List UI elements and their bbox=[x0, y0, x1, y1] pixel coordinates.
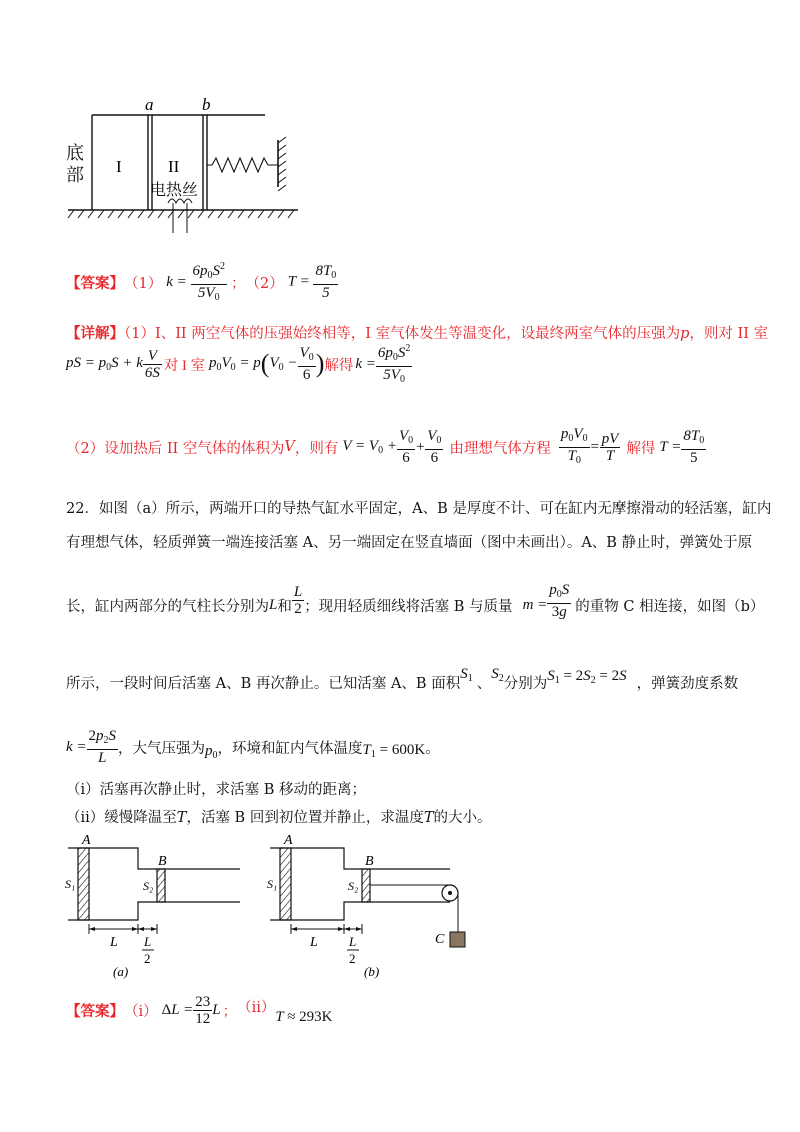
problem22-line3: 长，缸内两部分的气柱长分别为 L 和 $\frac{L}{2}$ ；现用轻质细线将活塞 B 与质量 m = $\frac{p_0S}{3g}$ 的重物 C 相连接，如图（b） bbox=[66, 582, 765, 620]
detail1-text2b: ，则有 bbox=[294, 440, 339, 457]
problem22-line3b: 和 bbox=[277, 598, 292, 615]
fig-b-label-S2: S₂ bbox=[348, 879, 359, 893]
answer1-part2: （2） bbox=[245, 275, 284, 292]
answer2-formula2: T ≈ 293K bbox=[275, 1008, 333, 1025]
problem22-line3d: 的重物 C 相连接，如图（b） bbox=[575, 598, 765, 615]
answer1-row bbox=[66, 262, 338, 302]
answer1-formula2: T = $\frac{8T_0}{5}$ bbox=[287, 263, 337, 301]
answer2-part2: （ⅱ） bbox=[237, 999, 276, 1016]
detail1-ideal: 由理想气体方程 bbox=[449, 440, 551, 457]
detail1-tag: 【详解】 bbox=[66, 325, 124, 342]
label-room1: I bbox=[116, 157, 122, 176]
detail1-line3: （2）设加热后 II 空气体的体积为 V ，则有 $V = V_0$ + $\frac{V_0}{6}$ + $\frac{V_0}{6}$ 由理想气体方程 $\frac{p_0V_0}{T_0}$ = $\frac{pV}{T}$ 解得 T = $\frac{8T_0}{5}$ bbox=[66, 425, 705, 466]
fig-b-label-B: B bbox=[365, 854, 374, 869]
fig-a-label-half-den: 2 bbox=[144, 951, 151, 966]
fig-a-label-B: B bbox=[158, 854, 167, 869]
problem22-line5c: 。 bbox=[425, 740, 440, 757]
problem22-line3a: 长，缸内两部分的气柱长分别为 bbox=[66, 598, 269, 615]
fig-a-label-L: L bbox=[110, 935, 118, 950]
problem22-q2b: ，活塞 B 回到初位置并静止，求温度 bbox=[186, 810, 424, 826]
fig-a-label-S2: S₂ bbox=[143, 879, 154, 893]
label-room2: II bbox=[168, 157, 180, 176]
detail1-line2: pS = $p_0S + k$ $\frac{V}{6S}$ 对 I 室 $p_0V_0 = p$ ( $V_0$ − $\frac{V_0}{6}$ ) 解得 k = $\frac{6p_0S^2}{5V_0}$ bbox=[66, 342, 411, 385]
problem22-q2a: （ⅱ）缓慢降温至 bbox=[66, 810, 177, 826]
answer2-row: 【答案】 （ⅰ） ΔL = $\frac{23}{12}$ L ； （ⅱ） T ≈ 293K bbox=[66, 993, 333, 1027]
detail1-text1b: ，则对 II 室 bbox=[689, 326, 769, 342]
fig-b-caption: (b) bbox=[364, 964, 380, 979]
figure-cylinder-heater bbox=[60, 95, 300, 235]
answer1-sep: ； bbox=[231, 275, 246, 292]
detail1-solve: 解得 bbox=[324, 357, 354, 374]
problem22-line2: 有理想气体，轻质弹簧一端连接活塞 A、另一端固定在竖直墙面（图中未画出）。A、B 静止时，弹簧处于原 bbox=[66, 535, 753, 551]
problem22-line5: k = $\frac{2p_2S}{L}$ ，大气压强为 $p_0$ ，环境和缸内气体温度 $T_1 = 600K$ 。 bbox=[66, 728, 440, 766]
detail1-room1: 对 I 室 bbox=[163, 357, 205, 374]
label-b: b bbox=[202, 95, 211, 114]
answer2-part1: （ⅰ） bbox=[124, 1003, 158, 1020]
answer1-formula1: k = $\frac{6p_0S^2}{5V_0}$ bbox=[166, 260, 226, 303]
figure-b bbox=[262, 832, 482, 982]
answer2-tag: 【答案】 bbox=[66, 1002, 124, 1020]
fig-b-label-half-num: L bbox=[349, 934, 357, 949]
detail1-line1 bbox=[66, 322, 768, 343]
label-bottom: 底部 bbox=[66, 143, 84, 186]
answer2-formula1: ΔL = bbox=[161, 1001, 194, 1018]
answer1-part1: （1） bbox=[124, 275, 163, 292]
fig-b-label-L: L bbox=[310, 935, 318, 950]
answer1-tag: 【答案】 bbox=[66, 274, 124, 292]
label-a: a bbox=[145, 95, 154, 114]
fig-b-label-A: A bbox=[284, 833, 293, 848]
problem22-q1: （ⅰ）活塞再次静止时，求活塞 B 移动的距离； bbox=[66, 782, 367, 798]
problem22-line3c: ；现用轻质细线将活塞 B 与质量 bbox=[304, 598, 513, 615]
problem22-q2 bbox=[66, 806, 492, 827]
fig-b-label-half-den: 2 bbox=[349, 951, 356, 966]
fig-a-label-S1: S₁ bbox=[65, 877, 76, 891]
fig-a-label-half-num: L bbox=[144, 934, 152, 949]
fig-a-label-A: A bbox=[82, 833, 91, 848]
figure-a bbox=[60, 832, 260, 982]
problem22-line4d: ，弹簧劲度系数 bbox=[636, 675, 739, 692]
fig-b-label-C: C bbox=[435, 932, 445, 947]
label-heater: 电热丝 bbox=[150, 180, 199, 199]
detail1-text1: （1）I、II 两空气体的压强始终相等，I 室气体发生等温变化，设最终两室气体的压强为 bbox=[124, 326, 681, 342]
fig-a-caption: (a) bbox=[113, 964, 129, 979]
detail1-solve2: 解得 bbox=[626, 440, 656, 457]
problem22-line4c: 分别为 bbox=[503, 675, 548, 692]
problem22-line4: 所示，一段时间后活塞 A、B 再次静止。已知活塞 A、B 面积 $S_1$ 、 $S_2$ 分别为 $S_1 = 2S_2 = 2S$ ，弹簧劲度系数 bbox=[66, 666, 739, 692]
problem22-line4a: 所示，一段时间后活塞 A、B 再次静止。已知活塞 A、B 面积 bbox=[66, 675, 461, 692]
problem22-line4b: 、 bbox=[476, 675, 492, 692]
detail1-text2: （2）设加热后 II 空气体的体积为 bbox=[66, 440, 285, 457]
problem22-line1: 22．如图（a）所示，两端开口的导热气缸水平固定，A、B 是厚度不计、可在缸内无摩擦滑动的轻活塞，缸内 bbox=[66, 501, 772, 517]
problem22-var-T: T bbox=[176, 810, 187, 826]
problem22-var-T2: T bbox=[423, 810, 434, 826]
problem22-line5b: ，环境和缸内气体温度 bbox=[217, 740, 363, 757]
problem22-q2c: 的大小。 bbox=[433, 810, 492, 826]
detail1-var-v: V bbox=[284, 439, 295, 455]
problem22-line5a: ，大气压强为 bbox=[118, 740, 206, 757]
fig-b-label-S1: S₁ bbox=[267, 877, 278, 891]
answer2-sep: ； bbox=[222, 1003, 238, 1020]
detail1-var-p: p bbox=[680, 326, 690, 342]
